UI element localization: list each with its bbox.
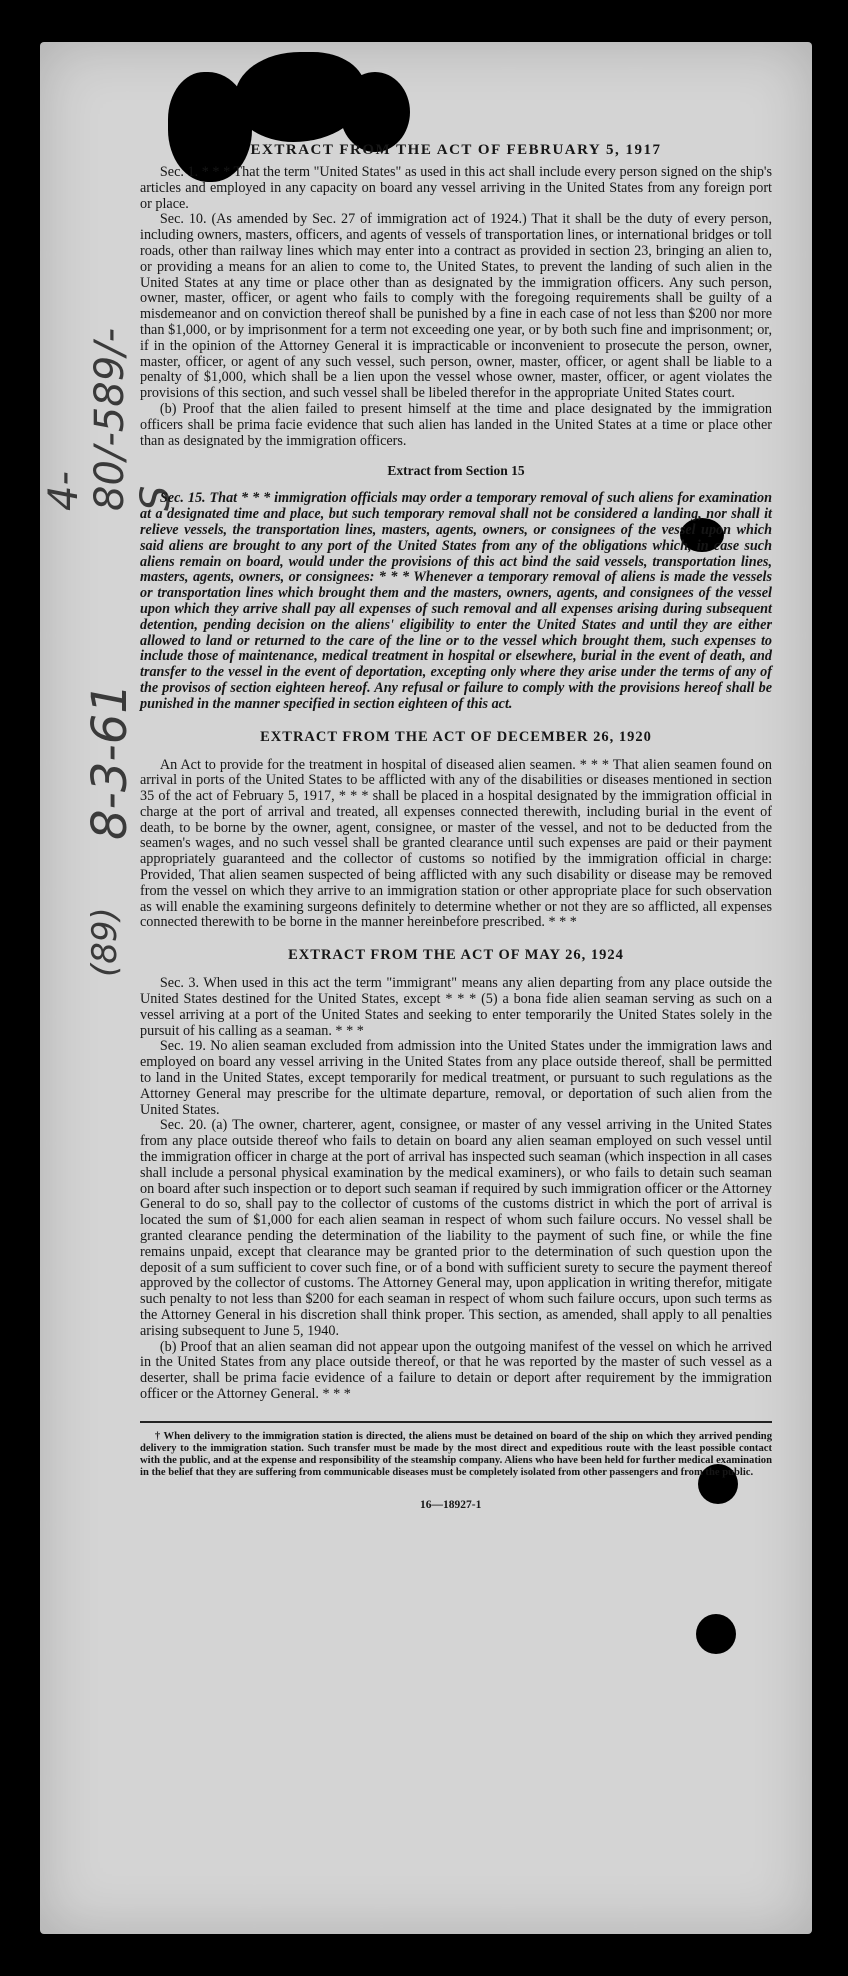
paragraph: Sec. 20. (a) The owner, charterer, agent, consignee, or master of any vessel arriving in the United States from any place outside thereof who fails to detain on board any alien seaman employed on such vessel until the immigration officer in charge at the port of arrival has inspected such seaman (which inspection in all cases shall include a personal physical examination by the medical examiners), or who fails to detain such seaman on board after such inspection or to deport such seaman if required by such immigration officer or the Attorney General to do so, shall pay to the collector of customs of the customs district in which the port of arrival is located the sum of $1,000 for each alien seaman in respect of whom such failure occurs. No vessel shall be granted clearance pending the determination of the liability to the payment of such fine, or while the fine remains unpaid, except that clearance may be granted prior to the determination of such question upon the deposit of a sum sufficient to cover such fine, or of a bond with sufficient surety to secure the payment thereof approved by the collector of customs. The Attorney General may, upon application in writing therefor, mitigate such penalty to not less than $200 for each seaman in respect of whom such failure occurs, upon such terms as the Attorney General in his discretion shall think proper. This section, as amended, shall apply to all penalties arising subsequent to June 5, 1940. xyxy=(140,1117,772,1339)
form-number: 16—18927-1 xyxy=(420,1498,482,1511)
paragraph: (b) Proof that the alien failed to present himself at the time and place designated by the immigration officers shall be prima facie evidence that such alien has landed in the United States at a time or place other than as designated by the immigration officers. xyxy=(140,400,772,449)
paragraph: Sec. 19. No alien seaman excluded from admission into the United States under the immigration laws and employed on board any vessel arriving in the United States from any place outside thereof, shall be permitted to land in the United States, except temporarily for medical treatment, or pursuant to such regulations as the Attorney General may prescribe for the ultimate departure, removal, or deportation of such alien from the United States. xyxy=(140,1038,772,1118)
punch-hole xyxy=(696,1614,736,1654)
paragraph: Sec. 3. When used in this act the term "immigrant" means any alien departing from any place outside the United States destined for the United States, except * * * (5) a bona fide alien seaman serving as such on a vessel arriving at a port of the United States and seeking to enter temporarily the United States solely in the pursuit of his calling as a seaman. * * * xyxy=(140,975,772,1039)
document-body xyxy=(140,142,772,1511)
paragraph: Sec. 10. (As amended by Sec. 27 of immigration act of 1924.) That it shall be the duty of every person, including owners, masters, officers, and agents of vessels of transportation lines, or international bridges or toll roads, other than railway lines which may enter into a contract as provided in section 23, bringing an alien to, or providing a means for an alien to come to, the United States, to prevent the landing of such alien in the United States at any time or place other than as designated by the immigration officers. Any such person, owner, master, officer, or agent who fails to comply with the foregoing requirements shall be guilty of a misdemeanor and on conviction thereof shall be punished by a fine in each case of not less than $200 nor more than $1,000, or by imprisonment for a term not exceeding one year, or by both such fine and imprisonment; or, if in the opinion of the Attorney General it is impracticable or inconvenient to prosecute the person, owner, master, officer, or agent of any such vessel, such person, owner, master, officer, or agent shall be liable to a penalty of $1,000, which shall be a lien upon the vessel whose owner, master, officer, or agent violates the provisions of this section, and such vessel shall be libeled therefor in the appropriate United States court. xyxy=(140,211,772,402)
section-heading: EXTRACT FROM THE ACT OF DECEMBER 26, 1920 xyxy=(260,728,652,745)
document-page xyxy=(40,42,812,1934)
footnote: † When delivery to the immigration station is directed, the aliens must be detained on board of the ship on which they arrived pending delivery to the immigration station. Such transfer must be made by the most direct and expeditious route with the least possible contact with the public, and at the expense and responsibility of the steamship company. Aliens who have been held for further medical examination in the belief that they are suffering from communicable diseases must be completely isolated from other passengers and from the public. xyxy=(140,1430,772,1478)
section-heading: EXTRACT FROM THE ACT OF MAY 26, 1924 xyxy=(288,947,624,964)
paragraph: (b) Proof that an alien seaman did not appear upon the outgoing manifest of the vessel on which he arrived in the United States from any place outside thereof, or that he was reported by the master of such vessel as a deserter, shall be prima facie evidence of a failure to detain or deport after requirement by the immigration officer or the Attorney General. * * * xyxy=(140,1338,772,1402)
paragraph: Sec. 15. That * * * immigration officials may order a temporary removal of such aliens for examination at a designated time and place, but such temporary removal shall not be considered a landing, nor shall it relieve vessels, the transportation lines, masters, agents, owners, or consignees of the vessel upon which said aliens are brought to any port of the United States from any of the obligations which, in case such aliens remain on board, would under the provisions of this act bind the said vessels, transportation lines, masters, agents, owners, or consignees: * * * Whenever a temporary removal of aliens is made the vessels or transportation lines which brought them and the masters, owners, agents, and consignees of the vessel upon which they arrive shall pay all expenses of such removal and all expenses arising during subsequent detention, pending decision on the aliens' eligibility to enter the United States and until they are either allowed to land or returned to the care of the line or to the vessel which brought them, such expenses to include those of maintenance, medical treatment in hospital or elsewhere, burial in the event of death, and transfer to the vessel in the event of deportation, excepting only where they arise under the terms of any of the provisos of section eighteen hereof. Any refusal or failure to comply with the provisions hereof shall be punished in the manner specified in section eighteen of this act. xyxy=(140,490,772,712)
paragraph: Sec. 1. * * * That the term "United States" as used in this act shall include every person signed on the ship's articles and employed in any capacity on board any vessel arriving in the United States from any foreign port or place. xyxy=(140,164,772,212)
divider xyxy=(140,1421,772,1423)
punch-hole xyxy=(340,72,410,152)
handwritten-note: 4-80/-589/-S xyxy=(41,327,179,511)
handwritten-note: 8-3-61 xyxy=(82,683,138,840)
page-title: EXTRACT FROM THE ACT OF FEBRUARY 5, 1917 xyxy=(250,142,662,158)
handwritten-note: (89) xyxy=(85,907,125,977)
paragraph: An Act to provide for the treatment in hospital of diseased alien seamen. * * * That alien seamen found on arrival in ports of the United States to be afflicted with any of the disabilities or diseases mentioned in section 35 of the act of February 5, 1917, * * * shall be placed in a hospital designated by the immigration official in charge at the port of arrival and treated, all expenses connected therewith, including burial in the event of death, to be borne by the owner, agent, consignee, or master of the vessel, and not to be deducted from the seamen's wages, and no such vessel shall be granted clearance until such expenses are paid or their payment appropriately guaranteed and the collector of customs so notified by the immigration official in charge: Provided, That alien seamen suspected of being afflicted with any such disability or disease may be removed from the vessel on which they arrive to an immigration station or other appropriate place for such observation as will enable the examining surgeons definitely to determine whether or not they are so afflicted, all expenses connected therewith to be borne in the manner hereinbefore prescribed. * * * xyxy=(140,756,772,931)
section-heading: Extract from Section 15 xyxy=(387,463,525,479)
